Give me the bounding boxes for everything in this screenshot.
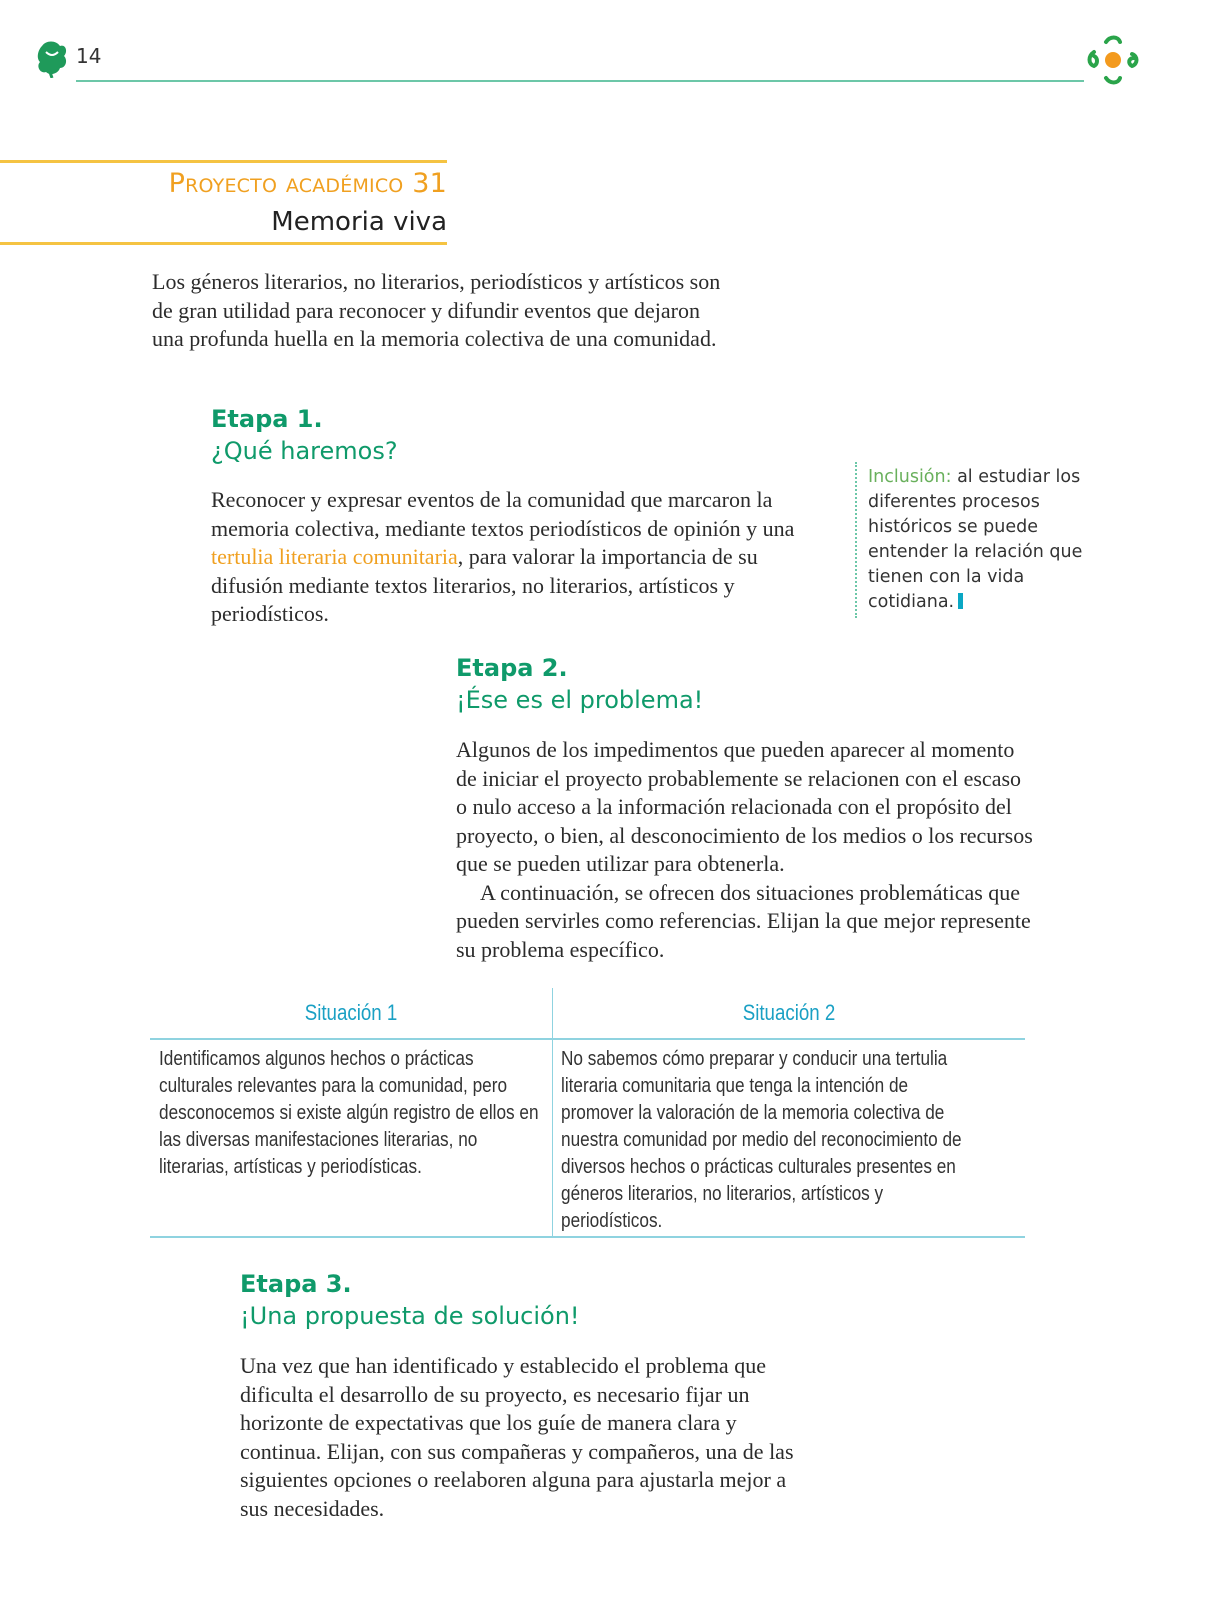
stage3-title: Etapa 3. [240,1270,352,1298]
stage3-paragraph: Una vez que han identificado y establecido el problema que dificulta el desarrollo de su proyecto, es necesario fijar un horizonte de expectativas que los guíe de manera clara y continua. Elijan, con sus compañeras y compañeros, una de las siguientes opciones o reelaboren alguna para ajustarla mejor a sus necesidades. [240,1353,794,1521]
end-mark-icon [958,593,963,609]
stage2-paragraph2: A continuación, se ofrecen dos situaciones problemáticas que pueden servirles como referencias. Elijan la que mejor represente su problema específico. [456,879,1031,962]
stage1-highlight: tertulia literaria comunitaria [211,544,458,569]
table-column-divider [552,988,553,1238]
project-label: Proyecto académico 31 [168,168,447,199]
table-header-rule [150,1038,1025,1040]
header-rule [76,80,1084,82]
table-header-situation1: Situación 1 [304,1000,398,1025]
flower-icon [1084,34,1142,86]
sidenote-text: al estudiar los diferentes procesos históricos se puede entender la relación que tienen con la vida cotidiana. [868,467,1083,612]
page-number: 14 [76,44,102,68]
stage1-text-before: Reconocer y expresar eventos de la comunidad que marcaron la memoria colectiva, mediante textos periodísticos de opinión y una [211,487,795,541]
table-header-situation2: Situación 2 [742,1000,836,1025]
stage2-subtitle: ¡Ése es el problema! [456,686,704,714]
stage1-text-after: , para valorar la importancia de su difusión mediante textos literarios, no literarios, artísticos y periodísticos. [211,544,758,626]
sidenote-label: Inclusión: [868,467,952,487]
stage1-subtitle: ¿Qué haremos? [211,437,398,465]
project-rule-top [0,160,447,163]
stage1-paragraph [211,486,811,629]
project-name: Memoria viva [271,207,447,237]
project-rule-bottom [0,242,447,245]
stage3-subtitle: ¡Una propuesta de solución! [240,1302,580,1330]
stage2-paragraph1: Algunos de los impedimentos que pueden aparecer al momento de iniciar el proyecto probablemente se relacionen con el escaso o nulo acceso a la información relacionada con el propósito del proyecto, o bien, al desconocimiento de los medios o los recursos que se pueden utilizar para obtenerla. [456,737,1033,876]
table-cell-situation1: Identificamos algunos hechos o prácticas culturales relevantes para la comunidad, pero desconocemos si existe algún registro de ellos en las diversas manifestaciones literarias, no literarias, artísticas y periodísticas. [159,1048,539,1178]
stage2-paragraphs [456,736,1036,964]
table-bottom-rule [150,1236,1025,1238]
leaf-icon [36,38,70,78]
stage1-title: Etapa 1. [211,405,323,433]
table-cell-situation2: No sabemos cómo preparar y conducir una tertulia literaria comunitaria que tenga la intención de promover la valoración de la memoria colectiva de nuestra comunidad por medio del reconocimiento de diversos hechos o prácticas culturales presentes en géneros literarios, no literarios, artísticos y periodísticos. [561,1048,962,1232]
sidenote [868,465,1098,615]
stage2-title: Etapa 2. [456,654,568,682]
sidenote-rule [855,462,857,618]
intro-paragraph: Los géneros literarios, no literarios, periodísticos y artísticos son de gran utilidad para reconocer y difundir eventos que dejaron una profunda huella en la memoria colectiva de una comunidad. [152,269,721,351]
